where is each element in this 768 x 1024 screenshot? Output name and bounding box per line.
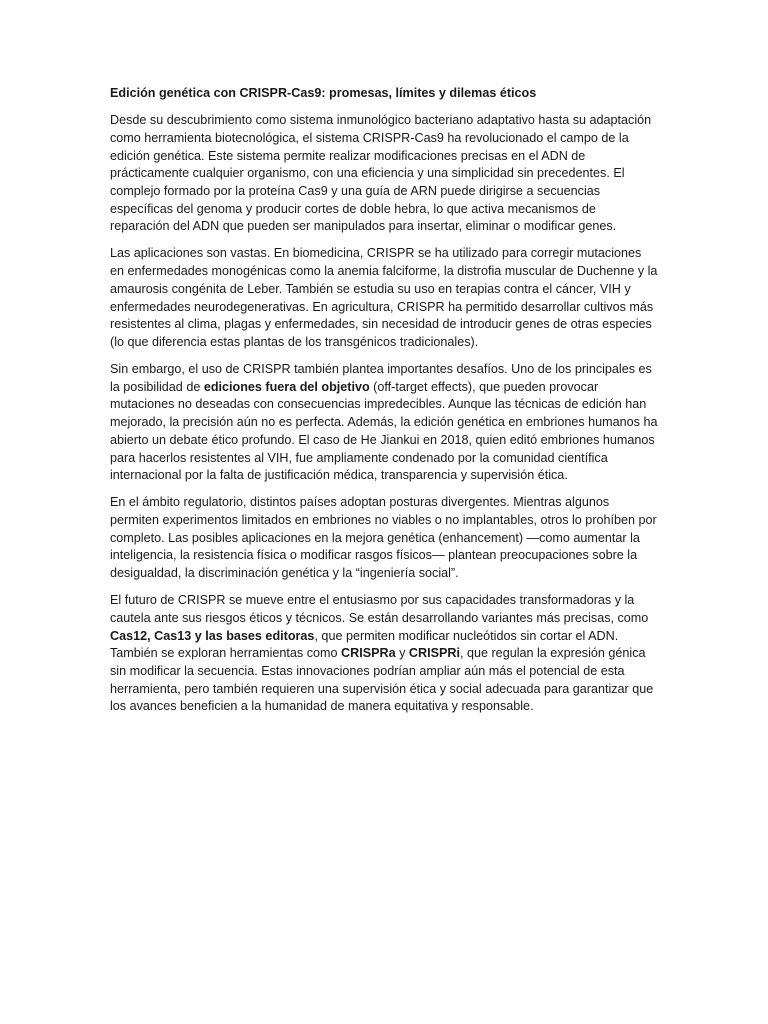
paragraph-3-bold-term: ediciones fuera del objetivo — [203, 379, 370, 394]
paragraph-5-bold-variants: Cas12, Cas13 y las bases editoras — [110, 628, 315, 643]
paragraph-3 — [110, 361, 658, 485]
paragraph-1: Desde su descubrimiento como sistema inmunológico bacteriano adaptativo hasta su adaptación como herramienta biotecnológica, el sistema CRISPR-Cas9 ha revolucionado el campo de la edición genética. Este sistema permite realizar modificaciones precisas en el ADN de prácticamente cualquier organismo, con una eficiencia y una simplicidad sin precedentes. El complejo formado por la proteína Cas9 y una guía de ARN puede dirigirse a secuencias específicas del genoma y producir cortes de doble hebra, lo que activa mecanismos de reparación del ADN que pueden ser manipulados para insertar, eliminar o modificar genes. — [110, 113, 652, 234]
paragraph-2: Las aplicaciones son vastas. En biomedicina, CRISPR se ha utilizado para corregir mutaciones en enfermedades monogénicas como la anemia falciforme, la distrofia muscular de Duchenne y la amaurosis congénita de Leber. También se estudia su uso en terapias contra el cáncer, VIH y enfermedades neurodegenerativas. En agricultura, CRISPR ha permitido desarrollar cultivos más resistentes al clima, plagas y enfermedades, sin necesidad de introducir genes de otras especies (lo que diferencia estas plantas de los transgénicos tradicionales). — [110, 246, 658, 349]
paragraph-5-text-c: y — [395, 646, 409, 661]
paragraph-5-bold-crispri: CRISPRi — [408, 646, 460, 661]
paragraph-4: En el ámbito regulatorio, distintos países adoptan posturas divergentes. Mientras algunos permiten experimentos limitados en embriones no viables o no implantables, otros lo prohíben por completo. Las posibles aplicaciones en la mejora genética (enhancement) —como aumentar la inteligencia, la resistencia física o modificar rasgos físicos— plantean preocupaciones sobre la desigualdad, la discriminación genética y la “ingeniería social”. — [110, 495, 657, 581]
paragraph-5-text-a: El futuro de CRISPR se mueve entre el entusiasmo por sus capacidades transformadoras y la cautela ante sus riesgos éticos y técnicos. Se están desarrollando variantes más precisas, como — [110, 593, 649, 625]
document-body — [110, 85, 658, 726]
paragraph-3-text-a: Sin embargo, el uso de CRISPR también plantea importantes desafíos. Uno de los principales es la posibilidad de — [110, 362, 652, 394]
document-title: Edición genética con CRISPR-Cas9: promesas, límites y dilemas éticos — [110, 86, 537, 100]
paragraph-3-text-b: (off-target effects), que pueden provocar mutaciones no deseadas con consecuencias impredecibles. Aunque las técnicas de edición han mejorado, la precisión aún no es perfecta. Además, la edición genética en embriones humanos ha abierto un debate ético profundo. El caso de He Jiankui en 2018, quien editó embriones humanos para hacerlos resistentes al VIH, fue ampliamente condenado por la comunidad científica internacional por la falta de justificación médica, transparencia y supervisión ética. — [110, 379, 658, 483]
paragraph-5-text-b: , que permiten modificar nucleótidos sin cortar el ADN. También se exploran herramientas como — [110, 628, 619, 661]
paragraph-5 — [110, 592, 658, 716]
paragraph-5-bold-crispra: CRISPRa — [341, 646, 396, 661]
paragraph-5-text-d: , que regulan la expresión génica sin modificar la secuencia. Estas innovaciones podrían ampliar aún más el potencial de esta herramienta, pero también requieren una supervisión ética y social adecuada para garantizar que los avances beneficien a la humanidad de manera equitativa y responsable. — [110, 646, 654, 714]
